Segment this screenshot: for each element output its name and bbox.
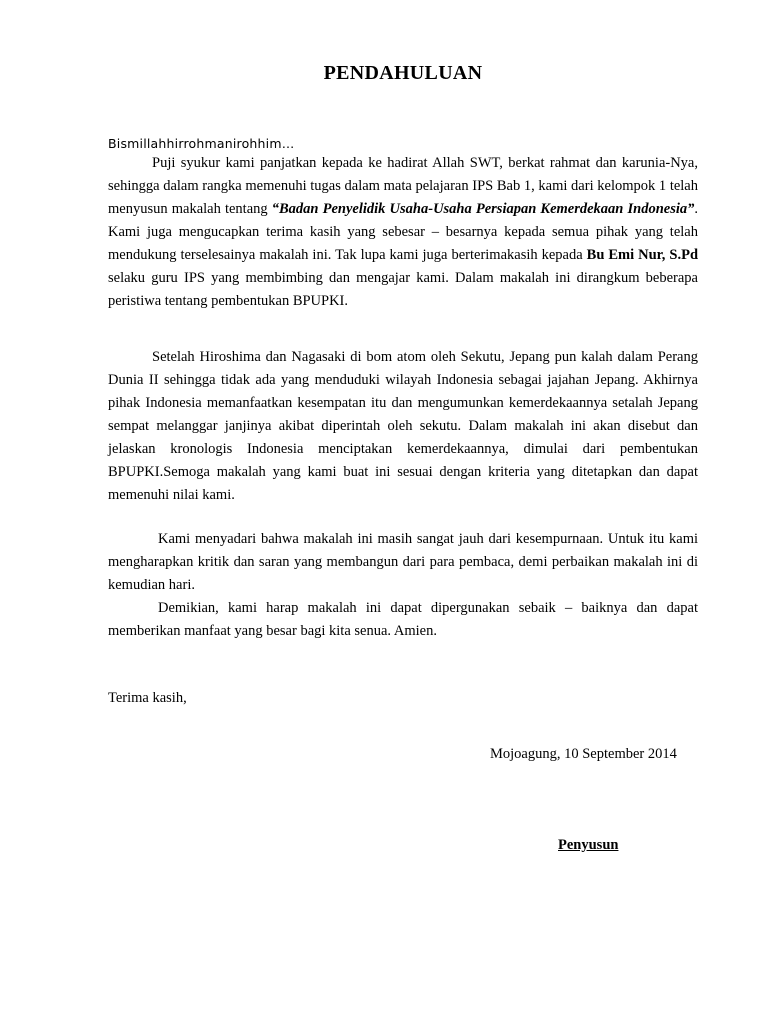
paragraph-4: Demikian, kami harap makalah ini dapat dipergunakan sebaik – baiknya dan dapat memberikan manfaat yang besar bagi kita senua. Amien. [108,600,698,639]
paragraph-3: Kami menyadari bahwa makalah ini masih sangat jauh dari kesempurnaan. Untuk itu kami mengharapkan kritik dan saran yang membangun dari para pembaca, demi perbaikan makalah ini di kemudian hari. [108,531,698,593]
place-date: Mojoagung, 10 September 2014 [490,746,677,762]
paragraph-1-text-b: . Kami juga mengucapkan terima kasih yang sebesar – besarnya kepada semua pihak yang telah mendukung terselesainya makalah ini. Tak lupa kami juga berterimakasih kepada [108,201,698,263]
closing-remark: Terima kasih, [108,690,187,706]
paragraph-1-text-c: selaku guru IPS yang membimbing dan mengajar kami. Dalam makalah ini dirangkum beberapa peristiwa tentang pembentukan BPUPKI. [108,270,698,309]
paragraph-1 [108,152,698,313]
author-label: Penyusun [558,837,619,853]
opening-greeting: Bismillahhirrohmanirohhim… [108,136,295,151]
page-title: PENDAHULUAN [323,62,483,84]
paragraph-2: Setelah Hiroshima dan Nagasaki di bom atom oleh Sekutu, Jepang pun kalah dalam Perang Dunia II sehingga tidak ada yang menduduki wilayah Indonesia sebagai jajahan Jepang. Akhirnya pihak Indonesia memanfaatkan kesempatan itu dan mengumunkan kemerdekaannya setalah Jepang sempat melanggar janjinya akibat diperintah oleh sekutu. Dalam makalah ini akan disebut dan jelaskan kronologis Indonesia menciptakan kemerdekaannya, dimulai dari pembentukan BPUPKI.Semoga makalah yang kami buat ini sesuai dengan kriteria yang ditetapkan dan dapat memenuhi nilai kami. [108,349,698,503]
teacher-name: Bu Emi Nur, S.Pd [586,247,699,263]
paragraph-1-text-a: Puji syukur kami panjatkan kepada ke hadirat Allah SWT, berkat rahmat dan karunia-Nya, sehingga dalam rangka memenuhi tugas dalam mata pelajaran IPS Bab 1, kami dari kelompok 1 telah menyusun makalah tentang [108,155,698,217]
paper-title: “Badan Penyelidik Usaha-Usaha Persiapan Kemerdekaan Indonesia” [271,201,695,217]
